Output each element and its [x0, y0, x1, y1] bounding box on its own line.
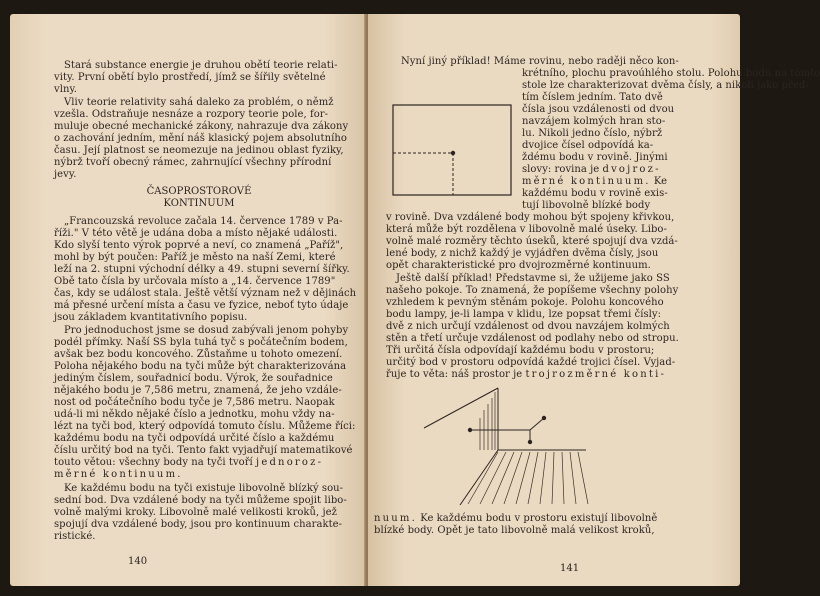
text-line: spojují dva vzdálené body, jsou pro kontinuum charakte-: [54, 519, 343, 530]
text-line: dvojice čísel odpovídá ka-: [522, 140, 654, 151]
text-line: vity. První obětí bylo prostředí, jímž se šířily světelné: [54, 72, 326, 83]
text-span: Ke: [653, 176, 668, 187]
text-line: [54, 457, 323, 469]
text-line: stole lze charakterizovat dvěma čísly, a nikoli jako před-: [522, 80, 809, 91]
text-line: Ještě další příklad! Představme si, že užijeme jako SS: [396, 273, 670, 284]
text-line: sední bod. Dva vzdálené body na tyči můžeme spojit libo-: [54, 495, 347, 506]
text-line: Ke každému bodu na tyči existuje libovolně blízký sou-: [64, 483, 344, 494]
text-line: nost od počátečního bodu tyče je 7,586 metru. Naopak: [54, 397, 335, 408]
text-line: Obě tato čísla by určovala místo a „14. července 1789": [54, 276, 336, 287]
text-line: o zachování jedním, mění náš klasický pojem absolutního: [54, 133, 347, 144]
text-line: blízké body. Opět je tato libovolně malá velikost kroků,: [374, 525, 655, 536]
text-line: stěn a třetí určuje vzdálenost od podlahy nebo od stropu.: [386, 333, 679, 344]
text-line: Poloha nějakého bodu na tyči může být charakterizována: [54, 361, 347, 372]
text-line: bodu lampy, je-li lampa v klidu, lze popsat třemi čísly:: [386, 309, 662, 320]
text-span: řuje to věta: náš prostor je: [386, 369, 523, 380]
text-line: každému bodu na tyči odpovídá určité číslo a každému: [54, 433, 335, 444]
text-line: [374, 513, 657, 525]
text-line: muluje obecné mechanické zákony, nahrazuje dva zákony: [54, 121, 349, 132]
text-line: leží na 2. stupni východní délky a 49. stupni severní šířky.: [54, 264, 350, 275]
text-line: Nyní jiný příklad! Máme rovinu, nebo raději něco kon-: [401, 56, 679, 67]
text-span: Ke každému bodu v prostoru existují libovolně: [420, 513, 658, 524]
spaced-term-line: měrné kontinuum.: [54, 469, 183, 480]
text-line: jsou základem kvantitativního popisu.: [54, 312, 248, 323]
text-line: ždému bodu v rovině. Jinými: [522, 152, 668, 163]
text-line: lézt na tyči bod, který odpovídá tomuto číslu. Můžeme říci:: [54, 421, 356, 432]
spaced-term: trojrozměrné konti-: [525, 369, 667, 380]
text-line: tují libovolně blízké body: [522, 200, 651, 211]
text-line: vzešla. Odstraňuje nesnáze a rozpory teorie pole, for-: [54, 109, 329, 120]
page-number: 140: [128, 556, 148, 567]
text-line: která může být rozdělena v libovolně malé úseky. Libo-: [386, 224, 667, 235]
text-line: podél přímky. Naší SS byla tuhá tyč s počátečním bodem,: [54, 337, 348, 348]
text-line: Pro jednoduchost jsme se dosud zabývali jenom pohyby: [64, 325, 349, 336]
text-line: každému bodu v rovině exis-: [522, 188, 668, 199]
text-line: dvě z nich určují vzdálenost od dvou navzájem kolmých: [386, 321, 670, 332]
floor-hatching: [468, 452, 588, 504]
text-line: vlny.: [54, 84, 78, 95]
room-walls: [424, 388, 586, 505]
text-line: našeho pokoje. To znamená, že popíšeme všechny polohy: [386, 285, 679, 296]
text-line: vzhledem k pevným stěnám pokoje. Polohu koncového: [386, 297, 664, 308]
lamp-point-coordinates: [468, 416, 546, 444]
text-line: tím číslem jedním. Tato dvě: [522, 92, 663, 103]
text-line: opět charakteristické pro dvojrozměrné kontinuum.: [386, 260, 651, 271]
text-line: volně malými kroky. Libovolně malé velikosti kroků, jež: [54, 507, 337, 518]
text-line: čísla jsou vzdálenosti od dvou: [522, 104, 675, 115]
text-line: Kdo slyší tento výrok poprvé a neví, co znamená „Paříž",: [54, 240, 344, 251]
text-line: udá-li mi někdo nějaké číslo a jednotku, mohu vždy na-: [54, 409, 335, 420]
text-line: avšak bez bodu koncového. Zůstaňme u tohoto omezení.: [54, 349, 343, 360]
text-line: Stará substance energie je druhou obětí teorie relati-: [64, 60, 338, 71]
spaced-term: nuum.: [374, 513, 417, 524]
text-line: volně malé rozměry těchto úseků, které spojují dva vzdá-: [386, 236, 678, 247]
spaced-term: měrné kontinuum.: [522, 176, 651, 187]
text-line: říži." V této větě je udána doba a místo nějaké události.: [54, 228, 338, 239]
text-line: jevy.: [54, 169, 77, 180]
point-marker: [451, 151, 455, 155]
text-line: Vliv teorie relativity sahá daleko za problém, o němž: [64, 97, 334, 108]
text-line: Tři určitá čísla odpovídají každému bodu v prostoru;: [386, 345, 655, 356]
text-line: má přesné určení místa a času ve fyzice, neboť tyto údaje: [54, 300, 349, 311]
spaced-term: dvojroz-: [602, 164, 661, 175]
text-line: mohl by být poučen: Paříž je město na naší Zemi, které: [54, 252, 336, 263]
text-line: ristické.: [54, 531, 96, 542]
text-line: „Francouzská revoluce začala 14. července 1789 v Pa-: [64, 216, 343, 227]
text-line: číslu určitý bod na tyči. Tento fakt vyjadřují matematikové: [54, 445, 353, 456]
room-figure: [420, 380, 600, 510]
text-line: času. Její platnost se neomezuje na jedinou oblast fyziky,: [54, 145, 344, 156]
text-line: určitý bod v prostoru odpovídá každé trojici čísel. Vyjad-: [386, 357, 676, 368]
text-span: touto větou: všechny body na tyči tvoří: [54, 457, 253, 468]
plane-figure: [388, 100, 518, 200]
text-line: nějakého bodu je 7,586 metru, znamená, že jeho vzdále-: [54, 385, 342, 396]
text-line: lené body, z nichž každý je vyjádřen dvěma čísly, jsou: [386, 248, 659, 259]
text-line: navzájem kolmých hran sto-: [522, 116, 666, 127]
text-span: slovy: rovina je: [522, 164, 600, 175]
text-line: [522, 164, 661, 176]
text-line: nýbrž tvoří obecný rámec, zahrnující všechny přírodní: [54, 157, 332, 168]
text-line: lu. Nikoli jedno číslo, nýbrž: [522, 128, 663, 139]
section-heading-line2: KONTINUUM: [163, 198, 235, 209]
text-line: [522, 176, 667, 188]
text-line: jediným číslem, souřadnicí bodu. Výrok, že souřadnice: [54, 373, 333, 384]
wall-hatching: [480, 392, 495, 450]
table-outline: [393, 105, 511, 195]
page-number: 141: [560, 563, 580, 574]
text-line: krétního, plochu pravoúhlého stolu. Polohu bodu na tomto: [522, 68, 820, 79]
spaced-term: jednoroz-: [256, 457, 324, 468]
text-line: čas, kdy se událost stala. Ještě větší význam než v dějinách: [54, 288, 357, 299]
section-heading: ČASOPROSTOROVÉ: [146, 186, 252, 197]
text-line: v rovině. Dva vzdálené body mohou být spojeny křivkou,: [386, 212, 675, 223]
